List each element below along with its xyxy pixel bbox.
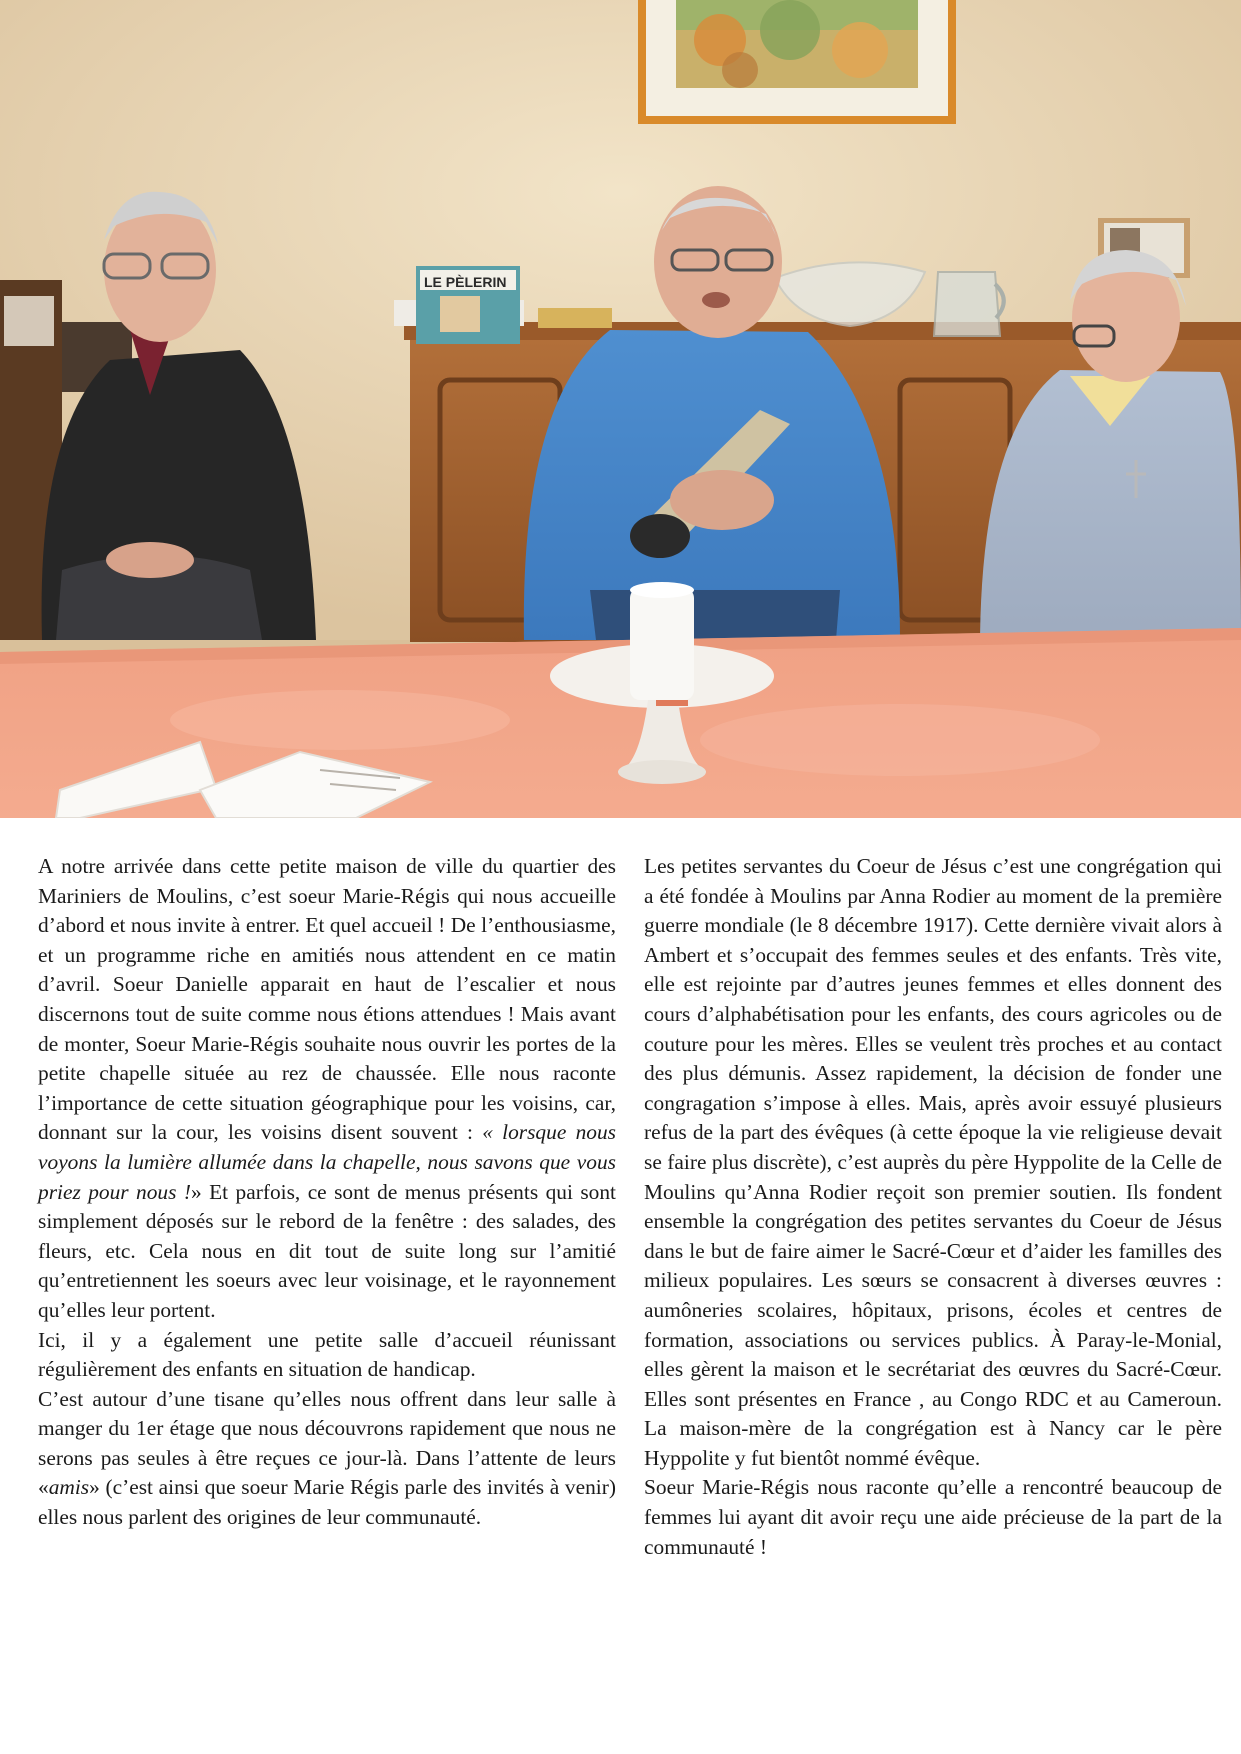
- article-column-left: [38, 852, 616, 1533]
- neighbors-quote: « lorsque nous voyons la lumière allumée dans la chapelle, nous savons que vous priez pour nous !: [38, 1120, 616, 1204]
- text-segment: » Et parfois, ce sont de menus présents qui sont simplement déposés sur le rebord de la fenêtre : des salades, des fleurs, etc. Cela nous en dit tout de suite long sur l’amitié qu’entretiennent les soeurs avec leur voisinage, et le rayonnement qu’elles leur portent.: [38, 1179, 616, 1322]
- photo-illustration: [0, 0, 1241, 818]
- glass-pitcher: [934, 272, 1004, 336]
- article-column-right: [644, 852, 1222, 1562]
- text-segment: A notre arrivée dans cette petite maison de ville du quartier des Mariniers de Moulins, c’est soeur Marie-Régis qui nous accueille d’abord et nous invite à entrer. Et quel accueil ! De l’enthousiasme, et un programme riche en amitiés nous attendent en ce matin d’avril. Soeur Danielle apparait en haut de l’escalier et nous discernons tout de suite comme nous étions attendues ! Mais avant de monter, Soeur Marie-Régis souhaite nous ouvrir les portes de la petite chapelle située au rez de chaussée. Elle nous raconte l’importance de cette situation géographique pour les voisins, car, donnant sur la cour, les voisins disent souvent :: [38, 854, 616, 1145]
- framed-painting: [638, 0, 956, 124]
- paragraph-arrival: [38, 852, 616, 1326]
- text-segment: » (c’est ainsi que soeur Marie Régis parle des invités à venir) elles nous parlent des origines de leur communauté.: [38, 1475, 616, 1530]
- article-photo: [0, 0, 1241, 818]
- emphasis-amis: amis: [48, 1475, 90, 1500]
- tin-box: [538, 308, 612, 328]
- text-segment: C’est autour d’une tisane qu’elles nous offrent dans leur salle à manger du 1er étage que nous découvrons rapidement que nous ne serons pas seules à être reçues ce jour-là. Dans l’attente de leurs «: [38, 1386, 616, 1500]
- paragraph-reception-room: Ici, il y a également une petite salle d’accueil réunissant régulièrement des enfants en situation de handicap.: [38, 1327, 616, 1382]
- magazine-masthead: LE PÈLERIN: [424, 274, 507, 290]
- paragraph-herbal-tea: [38, 1385, 616, 1533]
- paragraph-congregation-history: Les petites servantes du Coeur de Jésus c’est une congrégation qui a été fondée à Moulins par Anna Rodier au moment de la première guerre mondiale (le 8 décembre 1917). Cette dernière vivait alors à Ambert et s’occupait des femmes seules et des enfants. Très vite, elle est rejointe par d’autres jeunes femmes et elles donnent des cours d’alphabétisation pour les enfants, des cours agricoles ou de couture pour les mères. Elles se veulent très proches et au contact des plus démunis. Assez rapidement, la décision de fonder une congragation s’impose à elles. Mais, après avoir essuyé plusieurs refus de la part des évêques (à cette époque la vie religieuse devait se faire plus discrète), c’est auprès du père Hyppolite de la Celle de Moulins qu’Anna Rodier reçoit son premier soutien. Ils fondent ensemble la congrégation des petites servantes du Coeur de Jésus dans le but de faire aimer le Sacré-Cœur et d’aider les familles des milieux populaires. Les sœurs se consacrent à diverses œuvres : aumôneries scolaires, hôpitaux, prisons, écoles et centres de formation, associations ou services publics. À Paray-le-Monial, elles gèrent la maison et le secrétariat des œuvres du Sacré-Cœur. Elles sont présentes en France , au Congo RDC et au Cameroun. La maison-mère de la congrégation est à Nancy car le père Hyppolite y fut bientôt nommé évêque.: [644, 854, 1222, 1470]
- paragraph-testimonies: Soeur Marie-Régis nous raconte qu’elle a rencontré beaucoup de femmes lui ayant dit avoir reçu une aide précieuse de la part de la communauté !: [644, 1475, 1222, 1559]
